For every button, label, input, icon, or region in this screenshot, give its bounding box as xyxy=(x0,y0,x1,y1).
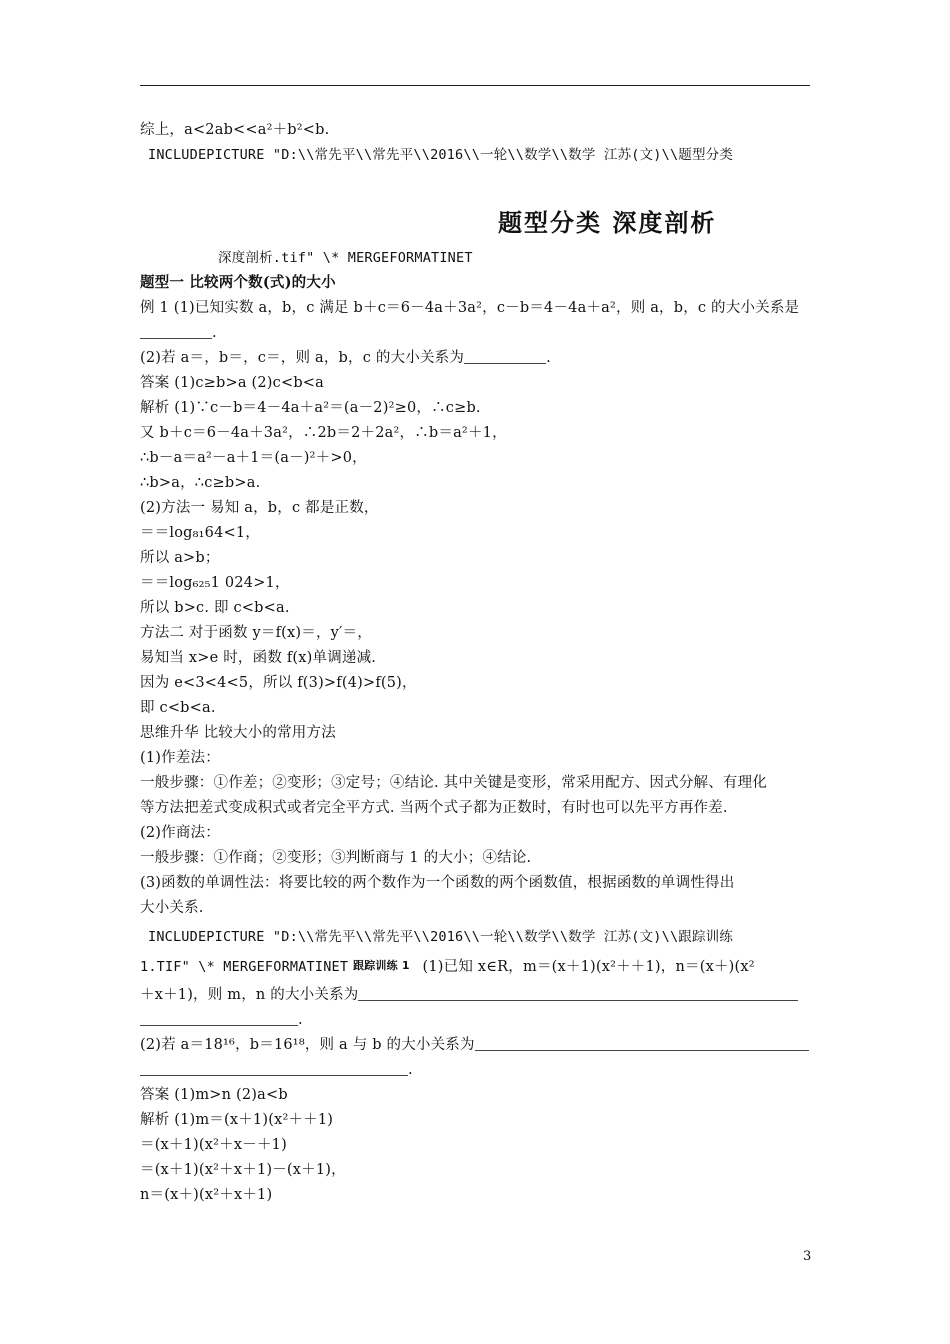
solution-line: 即 c<b<a. xyxy=(140,700,216,716)
text-line: 综上，a<2ab<<a²＋b²<b. xyxy=(140,122,330,138)
solution-line: ＝(x＋1)(x²＋x＋1)－(x＋1)， xyxy=(140,1162,346,1178)
solution-line: ∴b－a＝a²－a＋1＝(a－)²＋>0， xyxy=(140,450,367,466)
method-line: (3)函数的单调性法：将要比较的两个数作为一个函数的两个函数值，根据函数的单调性得出 xyxy=(140,875,735,891)
method-line: (2)作商法： xyxy=(140,825,220,841)
solution-line: 所以 b>c. 即 c<b<a. xyxy=(140,600,290,616)
example-1-line: 例 1 (1)已知实数 a，b，c 满足 b＋c＝6－4a＋3a²，c－b＝4－4a＋a²，则 a，b，c 的大小关系是 xyxy=(140,300,800,316)
method-line: 一般步骤：①作商；②变形；③判断商与 1 的大小；④结论. xyxy=(140,850,532,866)
method-heading: 思维升华 比较大小的常用方法 xyxy=(140,725,336,741)
solution-line: 所以 a>b； xyxy=(140,550,220,566)
answer-blank-line xyxy=(140,1010,812,1030)
answer-blank xyxy=(140,324,212,339)
example-1-part2 xyxy=(140,348,812,368)
period: . xyxy=(212,325,217,341)
method-line: (1)作差法： xyxy=(140,750,220,766)
answer-blank-line xyxy=(140,1060,812,1080)
solution-line: ＝＝log₆₂₅1 024>1， xyxy=(140,575,290,591)
field-code-text: 1.TIF" \* MERGEFORMATINET xyxy=(140,959,349,975)
answer-blank xyxy=(140,1011,298,1026)
period: . xyxy=(546,350,551,366)
answer-line: 答案 (1)c≥b>a (2)c<b<a xyxy=(140,375,324,391)
solution-line: 易知当 x>e 时，函数 f(x)单调递减. xyxy=(140,650,377,666)
practice-line xyxy=(140,956,812,977)
solution-line: 方法二 对于函数 y＝f(x)＝，y′＝， xyxy=(140,625,372,641)
solution-line: ＝＝log₈₁64<1， xyxy=(140,525,260,541)
practice-line xyxy=(140,1035,812,1055)
header-rule xyxy=(140,85,810,86)
answer-blank xyxy=(464,349,546,364)
solution-line: n＝(x＋)(x²＋x＋1) xyxy=(140,1187,273,1203)
solution-line: 又 b＋c＝6－4a＋3a²，∴2b＝2＋2a²，∴b＝a²＋1， xyxy=(140,425,507,441)
solution-line: 解析 (1)m＝(x＋1)(x²＋＋1) xyxy=(140,1112,334,1128)
solution-line: (2)方法一 易知 a，b，c 都是正数， xyxy=(140,500,379,516)
topic-heading: 题型一 比较两个数(式)的大小 xyxy=(140,274,336,291)
period: . xyxy=(298,1012,303,1028)
answer-blank xyxy=(475,1036,809,1051)
solution-line: ∴b>a，∴c≥b>a. xyxy=(140,475,261,491)
answer-blank xyxy=(358,986,798,1001)
question-text: ＋x＋1)，则 m，n 的大小关系为 xyxy=(140,987,359,1003)
field-code-line: INCLUDEPICTURE "D:\\常先平\\常先平\\2016\\一轮\\数学\\数学 江苏(文)\\跟踪训练 xyxy=(148,929,734,945)
practice-tag: 跟踪训练 1 xyxy=(353,959,410,972)
page-number: 3 xyxy=(803,1249,812,1264)
question-text: (2)若 a＝，b＝，c＝，则 a，b，c 的大小关系为 xyxy=(140,350,465,366)
practice-question: (1)已知 x∈R，m＝(x＋1)(x²＋＋1)，n＝(x＋)(x² xyxy=(422,959,755,975)
period: . xyxy=(408,1062,413,1078)
question-text: (2)若 a＝18¹⁶，b＝16¹⁸，则 a 与 b 的大小关系为 xyxy=(140,1037,475,1053)
practice-line xyxy=(140,985,812,1005)
section-title: 题型分类 深度剖析 xyxy=(498,209,717,237)
method-line: 等方法把差式变成积式或者完全平方式. 当两个式子都为正数时，有时也可以先平方再作差. xyxy=(140,800,728,816)
answer-blank xyxy=(140,1061,408,1076)
method-line: 大小关系. xyxy=(140,900,204,916)
field-code-line: 深度剖析.tif" \* MERGEFORMATINET xyxy=(218,250,473,266)
answer-line: 答案 (1)m>n (2)a<b xyxy=(140,1087,288,1103)
answer-blank-line xyxy=(140,323,812,343)
solution-line: ＝(x＋1)(x²＋x－＋1) xyxy=(140,1137,287,1153)
solution-line: 解析 (1)∵c－b＝4－4a＋a²＝(a－2)²≥0，∴c≥b. xyxy=(140,400,481,416)
method-line: 一般步骤：①作差；②变形；③定号；④结论. 其中关键是变形，常采用配方、因式分解、有理化 xyxy=(140,775,768,791)
solution-line: 因为 e<3<4<5，所以 f(3)>f(4)>f(5)， xyxy=(140,675,417,691)
field-code-line: INCLUDEPICTURE "D:\\常先平\\常先平\\2016\\一轮\\数学\\数学 江苏(文)\\题型分类 xyxy=(148,147,734,163)
